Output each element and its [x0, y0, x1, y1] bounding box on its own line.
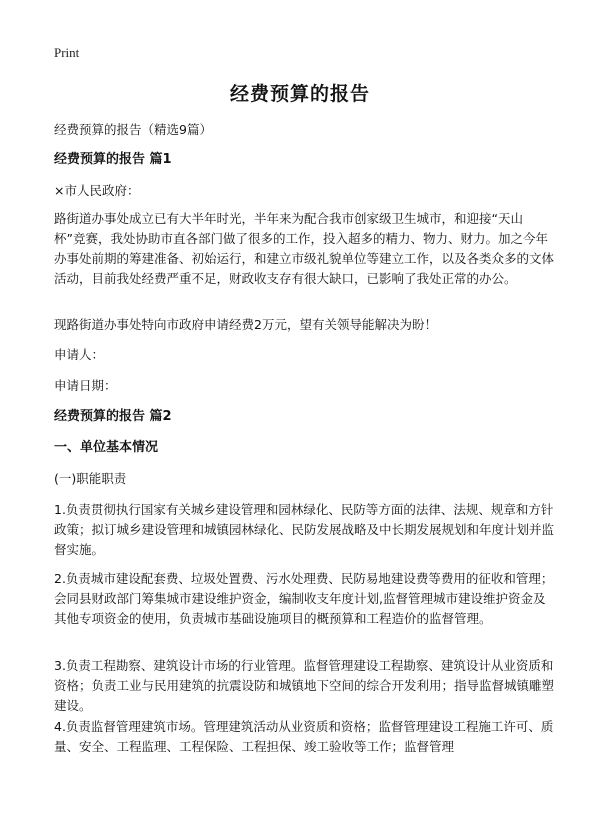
duty-item-3: 3.负责工程勘察、建筑设计市场的行业管理。监督管理建设工程勘察、建筑设计从业资质和资格；负责工业与民用建筑的抗震设防和城镇地下空间的综合开发利用；指导监督城镇雕塑建设。: [54, 658, 555, 713]
applicant-label: 申请人：: [54, 347, 105, 362]
section1-request: 现路街道办事处特向市政府申请经费2万元，望有关领导能解决为盼！: [54, 317, 437, 332]
section1-paragraph: 路街道办事处成立已有大半年时光，半年来为配合我市创家级卫生城市，和迎接“天山杯”竞赛，我处协助市直各部门做了很多的工作，投入超多的精力、物力、财力。加之今年办事处前期的筹建准备、初始运行，和建立市级礼貌单位等建立工作，以及各类众多的文体活动，目前我处经费严重不足，财政收支存有很大缺口，已影响了我处正常的办公。: [54, 211, 555, 286]
document-subtitle: 经费预算的报告（精选9篇）: [54, 122, 212, 137]
duty-item-4: 4.负责监督管理建筑市场。管理建筑活动从业资质和资格；监督管理建设工程施工许可、质量、安全、工程监理、工程保险、工程担保、竣工验收等工作；监督管理: [54, 719, 554, 754]
document-title: 经费预算的报告: [229, 83, 370, 105]
salutation: ×市人民政府：: [54, 183, 140, 198]
section2-heading: 经费预算的报告 篇2: [54, 409, 172, 424]
duties-label: (一)职能职责: [54, 471, 127, 486]
section2-subheading: 一、单位基本情况: [54, 440, 159, 455]
duty-item-1: 1.负责贯彻执行国家有关城乡建设管理和园林绿化、民防等方面的法律、法规、规章和方针政策；拟订城乡建设管理和城镇园林绿化、民防发展战略及中长期发展规划和年度计划并监督实施。: [54, 502, 555, 557]
section1-heading: 经费预算的报告 篇1: [54, 152, 172, 167]
duty-item-2: 2.负责城市建设配套费、垃圾处置费、污水处理费、民防易地建设费等费用的征收和管理；会同县财政部门筹集城市建设维护资金，编制收支年度计划,监督管理城市建设维护资金及其他专项资金的使用，负责城市基础设施项目的概预算和工程造价的监督管理。: [54, 571, 554, 626]
print-link[interactable]: Print: [54, 45, 80, 60]
date-label: 申请日期：: [54, 378, 117, 393]
